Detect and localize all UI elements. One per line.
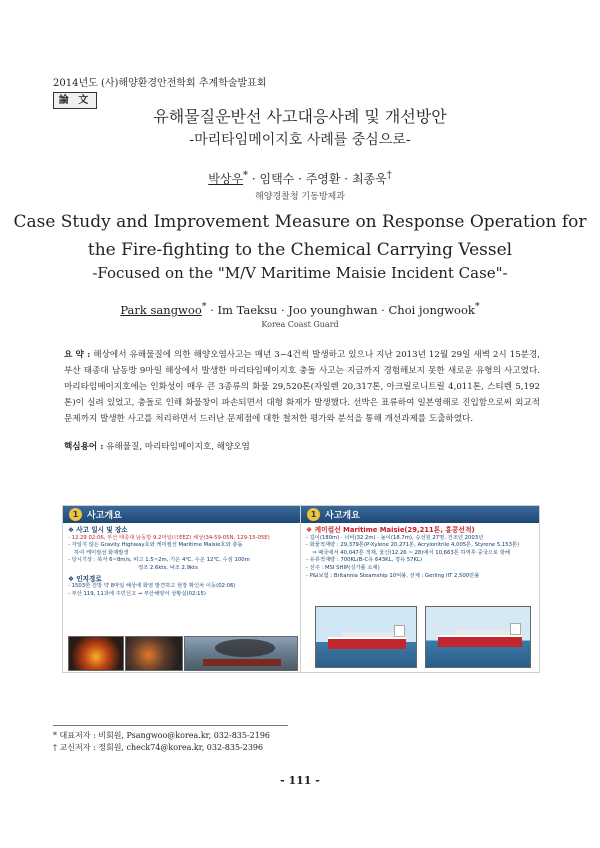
tanker-photo [315,606,417,668]
slide-line: - 1503한 진방 약 8마일 해상에 화염 발견하고 현장 확인차 이동(02:06) [68,583,236,590]
author-1-ko: 박상우 [208,172,244,186]
title-english-line1: Case Study and Improvement Measure on Response Operation for [13,212,587,232]
slide-line: - 선주 : MSI SHIP(싱가폴 소재) [306,564,380,571]
subtitle-korean: -마리타임메이지호 사례를 중심으로- [189,132,411,148]
footnote-corresponding-1: * 대표저자 : 비회원, Psangwoo@korea.kr, 032-835-2196 [53,731,271,740]
slide-line: - 당시기상 : 북서 6~8m/s, 파고 1.5~2m, 기온 4℃, 수온 12℃, 수심 100m [68,557,250,564]
section-tag: 論 文 [53,92,97,109]
slide-title: 사고개요 [87,511,122,521]
slide-line: ⇒ 때국에서 40,047톤 적재, 울산(12.26 ~ 28)에서 10,663톤 하역후 중국으로 항해 [312,549,510,556]
affiliation-korean: 해양경찰청 기동방제과 [255,192,345,202]
affiliation-english: Korea Coast Guard [261,320,339,329]
author-1-en: Park sangwoo [120,302,202,317]
slide-heading-detection: ❖ 인지경로 [68,574,102,583]
fire-photo [125,636,183,671]
author-4-ko: 최종욱 [351,172,387,186]
footnote-corresponding-2: † 교신저자 : 정회원, check74@korea.kr, 032-835-2396 [53,743,264,752]
burning-ship-photo [184,636,298,671]
keywords-label: 핵심용어 : [64,442,104,452]
slide-incident-overview-1 [62,505,302,673]
authors-korean [0,170,600,187]
slide-heading-vessel: ❖ 케미컬선 Maritime Maisie(29,211톤, 홍콩선적) [306,526,475,534]
slide-line: 하여 케미컬선 화재발생 [74,549,129,556]
author-1-en-mark: * [201,301,207,312]
fire-photo [68,636,124,671]
tanker-photo [425,606,531,668]
footnote-divider [53,725,288,726]
subtitle-english: -Focused on the "M/V Maritime Maisie Incident Case"- [92,264,508,282]
slide-heading-datetime: ❖ 사고 일시 및 장소 [68,526,128,534]
slide-title: 사고개요 [325,511,360,521]
slide-number-badge: 1 [69,508,82,521]
slide-line: - 12.29 02:06, 부산 태종대 남동방 9.2마일(日EEZ) 해상(34-59-05N, 129-15-05E) [68,534,270,541]
slide-line: - 부산 119, 11과에 주민신고 → 부산해양서 상황실(02:15) [68,590,206,597]
conference-header: 2014년도 (사)해양환경안전학회 추계학술발표회 [53,78,267,89]
authors-en-rest: · Im Taeksu · Joo younghwan · Choi jongwook [206,302,475,317]
keywords [64,440,250,452]
author-1-ko-mark: * [243,170,249,181]
slide-body [68,527,296,598]
author-4-ko-mark: † [386,170,392,181]
authors-ko-rest: · 임택수 · 주영환 · [248,172,352,186]
slide-line: - 유류적재량 : 700KL(B-C유 643KL, 경유 57KL) [306,557,423,564]
slide-line: 정조 2.6kts, 낙조 2.9kts [138,564,198,571]
slide-line: - P&I보험 : Britannia Steamship 10억불, 선체 : Gerling IIT 2,500만불 [306,572,480,579]
keywords-text: 유해물질, 마리타임메이지호, 해양오염 [106,442,250,452]
slide-line: - 길이(180m) · 너비(32.2m) · 높이(18.7m), 승선원 27명, 건조년 2003년 [306,534,484,541]
page-number: - 111 - [280,774,320,787]
authors-english [0,301,600,317]
slide-number-badge: 1 [307,508,320,521]
slide-line: - 자일지 않은 Gravity Highway호와 케미컬선 Maritime Maisie호와 충돌 [68,542,243,549]
slide-line: - 화물적재량 : 29,379톤(P-Xylene 20,271톤, Acrylonitrile 4,005톤, Styrene 5,153톤) [306,542,520,549]
author-4-en-mark: * [474,301,480,312]
slide-body [306,527,534,580]
slide-header [301,506,539,523]
slide-header [63,506,301,523]
abstract-label: 요 약 : [64,350,91,360]
slide-incident-overview-2 [300,505,540,673]
abstract-text: 해상에서 유해물질에 의한 해양오염사고는 매년 3~4건씩 발생하고 있으나 지난 2013년 12월 29일 새벽 2시 15분경, 부산 태종대 남동방 9마일 해상에서 발생한 마리타임메이지호 충돌 사고는 지금까지 경험해보지 못한 새로운 유형의 사고였다. 마리타임메이지호에는 인화성이 매우 큰 3종류의 화물 29,520톤(자일렌 20,317톤, 아크릴로니트릴 4,011톤, 스티렌 5,192톤)이 실려 있었고, 충돌로 인해 화물창이 파손되면서 대형 화재가 발생했다. 선박은 표류하여 일본영해로 진입함으로써 외교적 문제까지 발생한 사고를 처리하면서 드러난 문제점에 대한 철저한 평가와 분석을 통해 개선과제를 도출하였다. [64,350,540,424]
title-english-line2: the Fire-fighting to the Chemical Carrying Vessel [87,240,513,260]
title-korean: 유해물질운반선 사고대응사례 및 개선방안 [153,107,447,126]
abstract [64,347,540,427]
